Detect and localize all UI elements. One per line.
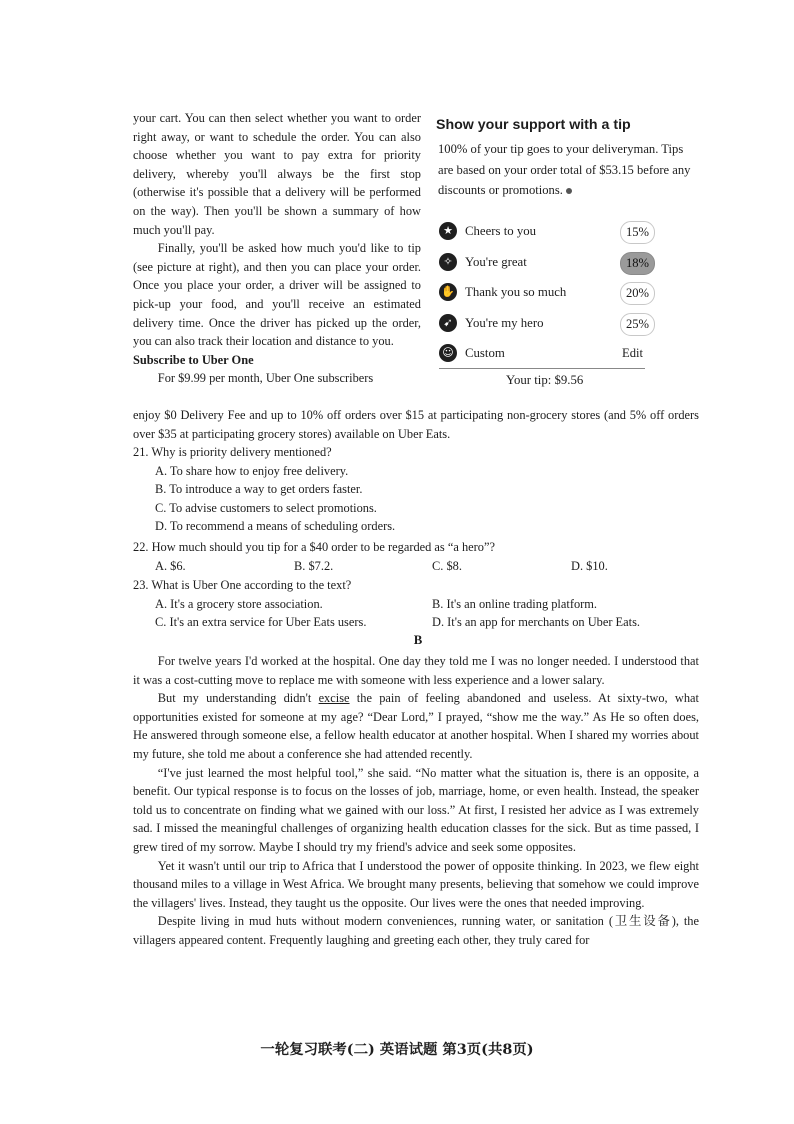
- tip-option-great[interactable]: [438, 251, 652, 282]
- underlined-word: excise: [318, 691, 350, 706]
- tip-total: Your tip: $9.56: [506, 373, 584, 387]
- option-d[interactable]: D. To recommend a means of scheduling orders.: [155, 519, 396, 534]
- tip-percentage-button[interactable]: 15%: [620, 221, 655, 244]
- tip-divider: [439, 368, 645, 369]
- tip-option-label: Cheers to you: [465, 224, 537, 238]
- option-c[interactable]: C. To advise customers to select promotions.: [155, 500, 377, 515]
- question-21: [133, 443, 699, 536]
- tip-panel-title: Show your support with a tip: [436, 117, 631, 133]
- question-stem: 23. What is Uber One according to the text?: [133, 578, 352, 592]
- text-span: But my understanding didn't: [157, 691, 319, 706]
- question-23: [133, 576, 699, 632]
- tip-percentage-button-selected[interactable]: 18%: [620, 252, 655, 275]
- text-span: the pain of feeling abandoned and useless. At sixty-two, what opportunities existed for someone at my age? “Dear Lord,” I prayed, “show me the way.” As He so often does, He answered through someone else, a fellow health educator at another hospital. When I shared my worries about my future, she told me about a conference she had attended recently.: [133, 691, 699, 761]
- hand-icon: ✋: [439, 283, 457, 301]
- question-stem: 22. How much should you tip for a $40 order to be regarded as “a hero”?: [133, 540, 495, 554]
- options-row: [133, 557, 699, 576]
- tip-option-thank-you[interactable]: [438, 281, 652, 312]
- custom-face-icon: ☺: [439, 344, 457, 362]
- tip-option-label: You're my hero: [465, 315, 544, 330]
- tip-option-hero[interactable]: [438, 312, 652, 343]
- rocket-icon: ➹: [439, 314, 457, 332]
- option-d[interactable]: D. It's an app for merchants on Uber Eats.: [432, 615, 640, 630]
- tip-option-label: Custom: [465, 346, 505, 360]
- question-stem: 21. Why is priority delivery mentioned?: [133, 445, 332, 459]
- paragraph-cart: your cart. You can then select whether you want to order right away, or want to schedule the order. You can also choose whether you want to pay extra for priority delivery, whereby you'll always be the first stop (otherwise it's possible that a delivery will be performed on the way). Then you'll be shown a summary of how much you'll pay.: [133, 111, 421, 237]
- tip-options: [438, 220, 652, 373]
- option-b[interactable]: B. $7.2.: [294, 558, 334, 573]
- left-column: [133, 109, 421, 388]
- page-footer: 一轮复习联考(二) 英语试题 第3页(共8页): [260, 1041, 534, 1058]
- option-a[interactable]: A. To share how to enjoy free delivery.: [155, 463, 349, 478]
- option-a[interactable]: A. $6.: [155, 558, 186, 573]
- passage-paragraph-3: “I've just learned the most helpful tool,” she said. “No matter what the situation is, there is an opposite, a benefit. Our typical response is to focus on the losses of job, marriage, home, or even health. Instead, the speaker told us to concentrate on finding what we gained with our loss.” At first, I resisted her advice as I was extremely sad. I missed the meaningful challenges of organizing health education classes for the sick. But as time passed, I grew tired of my sorrow. Maybe I should try my friend's advice and seek some opposites.: [133, 765, 699, 854]
- subhead-uber-one: Subscribe to Uber One: [133, 352, 254, 367]
- tip-panel-description: [438, 139, 698, 201]
- paragraph-uber-one-rest-text: enjoy $0 Delivery Fee and up to 10% off orders over $15 at participating non-grocery stores (and 5% off orders over $35 at participating grocery stores) available on Uber Eats.: [133, 408, 699, 441]
- paragraph-tip: Finally, you'll be asked how much you'd like to tip (see picture at right), and then you can place your order. Once you place your order, a driver will be assigned to pick-up your food, and you'll receive an estimated delivery time. Once the driver has picked up the order, you can also track their location and distance to you.: [133, 241, 421, 349]
- star-icon: ★: [439, 222, 457, 240]
- passage-paragraph-5: Despite living in mud huts without modern conveniences, running water, or sanitation (卫生设备), the villagers appeared content. Frequently laughing and greeting each other, they truly cared for: [133, 914, 699, 947]
- edit-tip-button[interactable]: Edit: [622, 346, 643, 360]
- option-a[interactable]: A. It's a grocery store association.: [155, 596, 323, 611]
- paragraph-uber-one-start: For $9.99 per month, Uber One subscribers: [157, 371, 374, 386]
- option-c[interactable]: C. $8.: [432, 558, 462, 573]
- sparkle-icon: ✧: [439, 253, 457, 271]
- question-22: [133, 538, 699, 575]
- option-b[interactable]: B. To introduce a way to get orders faster.: [155, 482, 363, 497]
- section-label: B: [413, 633, 423, 647]
- option-c[interactable]: C. It's an extra service for Uber Eats users.: [155, 615, 367, 630]
- tip-percentage-button[interactable]: 25%: [620, 313, 655, 336]
- passage-paragraph-2: [133, 689, 699, 763]
- options-row-2: [133, 613, 699, 632]
- tip-option-label: Thank you so much: [465, 285, 567, 299]
- options-row-1: [133, 595, 699, 614]
- paragraph-uber-one-rest: [133, 406, 699, 443]
- option-b[interactable]: B. It's an online trading platform.: [432, 596, 597, 611]
- passage-b: [133, 652, 699, 950]
- tip-percentage-button[interactable]: 20%: [620, 282, 655, 305]
- tip-description-text: 100% of your tip goes to your deliveryman. Tips are based on your order total of $53.15 before any discounts or promotions.: [438, 142, 691, 197]
- tip-option-label: You're great: [465, 254, 527, 269]
- tip-panel: [436, 114, 698, 387]
- info-icon[interactable]: [566, 188, 572, 194]
- option-d[interactable]: D. $10.: [571, 558, 608, 573]
- tip-option-cheers[interactable]: [438, 220, 652, 251]
- passage-paragraph-1: For twelve years I'd worked at the hospital. One day they told me I was no longer needed. I understood that it was a cost-cutting move to replace me with someone with less experience and a lower salary.: [133, 654, 699, 687]
- passage-paragraph-4: Yet it wasn't until our trip to Africa that I understood the power of opposite thinking. In 2023, we flew eight thousand miles to a village in West Africa. We brought many presents, believing that somehow we could improve the villagers' lives. Instead, they taught us the opposite. Our lives were the ones that needed improving.: [133, 858, 699, 910]
